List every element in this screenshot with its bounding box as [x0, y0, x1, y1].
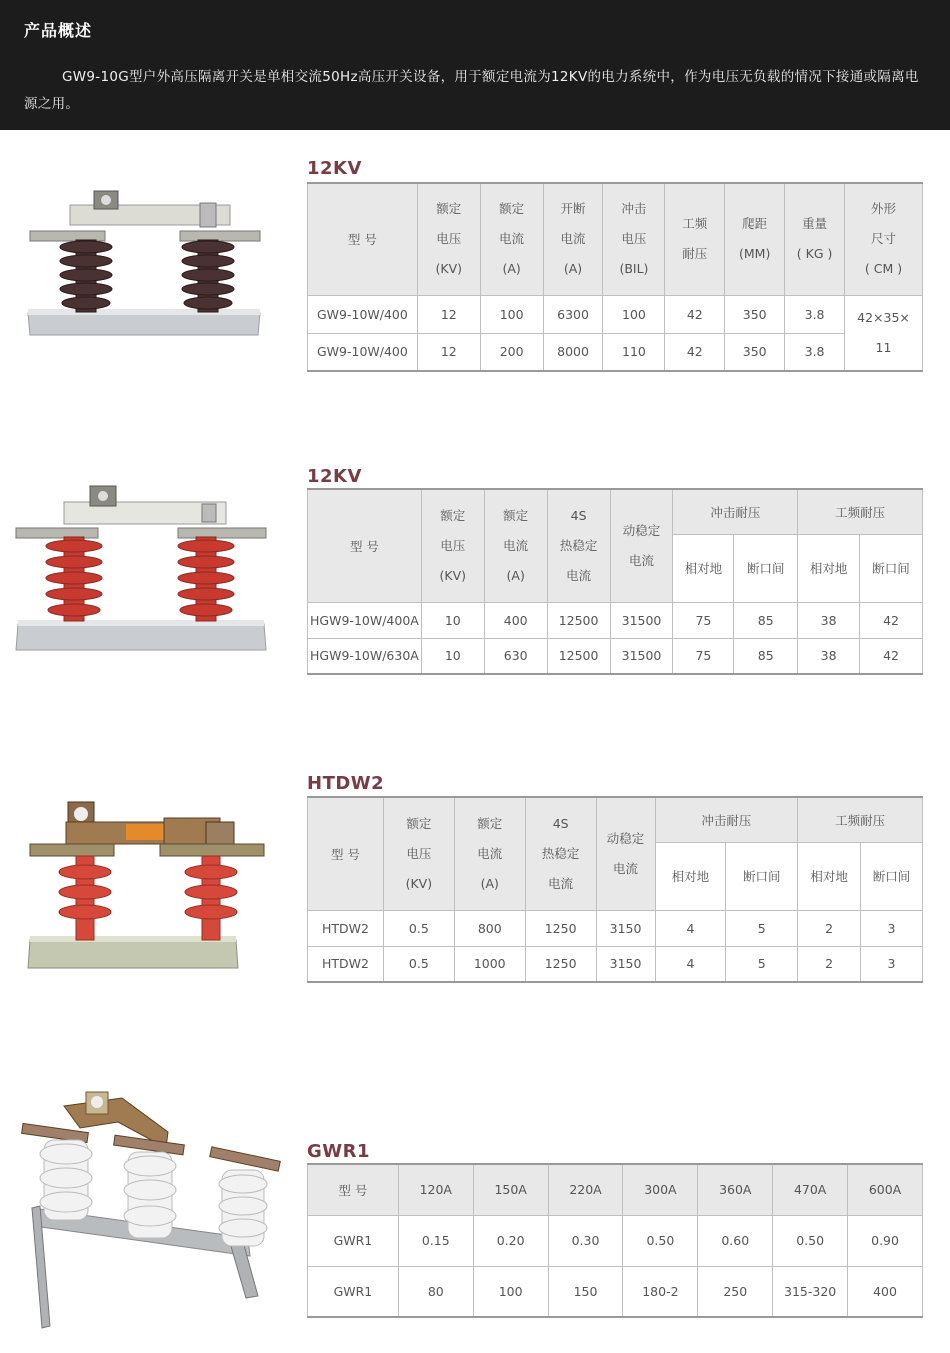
- gwr1-switch-white-image: [18, 1088, 294, 1333]
- cell-model: HGW9-10W/400A: [308, 602, 422, 638]
- header-rated-current: 额定 电流 (A): [480, 183, 543, 295]
- cell-thermal: 12500: [547, 638, 610, 674]
- cell-creepage: 350: [725, 333, 785, 371]
- cell-value: 0.50: [623, 1215, 698, 1266]
- header-impulse-group: 冲击耐压: [673, 489, 798, 534]
- header-impulse-group: 冲击耐压: [655, 797, 798, 842]
- header-360a: 360A: [698, 1164, 773, 1215]
- cell-current: 630: [484, 638, 547, 674]
- cell-impulse: 110: [603, 333, 665, 371]
- cell-value: 315-320: [773, 1266, 848, 1317]
- header-impulse-across-gap: 断口间: [726, 842, 798, 910]
- cell-dynamic: 3150: [596, 946, 655, 982]
- cell-dynamic: 31500: [610, 638, 673, 674]
- cell-current: 1000: [454, 946, 525, 982]
- header-weight: 重量 ( KG ): [785, 183, 845, 295]
- header-rated-current: 额定 电流 (A): [454, 797, 525, 910]
- table-row: [308, 638, 923, 674]
- table-row: [308, 1215, 923, 1266]
- cell-weight: 3.8: [785, 333, 845, 371]
- header-model: 型 号: [308, 797, 384, 910]
- header-model: 型 号: [308, 183, 418, 295]
- cell-power-freq: 42: [665, 295, 725, 333]
- cell-value: 0.30: [548, 1215, 623, 1266]
- header-powerfreq-to-ground: 相对地: [798, 842, 861, 910]
- header-powerfreq-to-ground: 相对地: [798, 534, 860, 602]
- table-row: [308, 946, 923, 982]
- header-dimension: 外形 尺寸 ( CM ): [845, 183, 923, 295]
- header-power-frequency: 工频 耐压: [665, 183, 725, 295]
- section4-title: GWR1: [307, 1141, 371, 1162]
- cell-current: 800: [454, 910, 525, 946]
- cell-model: GW9-10W/400: [308, 295, 418, 333]
- table-row: [308, 333, 923, 371]
- section2-spec-table: [307, 488, 923, 675]
- header-powerfreq-across-gap: 断口间: [860, 534, 923, 602]
- cell-thermal: 1250: [525, 946, 596, 982]
- cell-dimension: 42×35× 11: [845, 295, 923, 371]
- htdw2-switch-image: [26, 800, 272, 972]
- cell-dynamic: 3150: [596, 910, 655, 946]
- header-dynamic-current: 动稳定 电流: [596, 797, 655, 910]
- section3-title: HTDW2: [307, 773, 385, 794]
- header-rated-current: 额定 电流 (A): [484, 489, 547, 602]
- overview-title: 产品概述: [24, 21, 93, 40]
- header-470a: 470A: [773, 1164, 848, 1215]
- cell-value: 0.60: [698, 1215, 773, 1266]
- table-row: [308, 910, 923, 946]
- cell-impulse-gap: 5: [726, 910, 798, 946]
- table-row: [308, 1266, 923, 1317]
- cell-value: 0.15: [398, 1215, 473, 1266]
- header-rated-voltage: 额定 电压 (KV): [417, 183, 480, 295]
- cell-powerfreq-gap: 3: [861, 910, 923, 946]
- header-rated-voltage: 额定 电压 (KV): [421, 489, 484, 602]
- header-300a: 300A: [623, 1164, 698, 1215]
- cell-impulse-ground: 75: [673, 638, 734, 674]
- header-120a: 120A: [398, 1164, 473, 1215]
- cell-powerfreq-gap: 42: [860, 638, 923, 674]
- gw9-switch-brown-image: [20, 185, 270, 340]
- cell-value: 150: [548, 1266, 623, 1317]
- header-600a: 600A: [848, 1164, 923, 1215]
- hgw9-switch-red-image: [12, 482, 274, 654]
- cell-powerfreq-ground: 2: [798, 946, 861, 982]
- cell-impulse-gap: 85: [734, 638, 798, 674]
- header-impulse-to-ground: 相对地: [673, 534, 734, 602]
- cell-breaking: 8000: [543, 333, 603, 371]
- header-powerfreq-across-gap: 断口间: [861, 842, 923, 910]
- header-dynamic-current: 动稳定 电流: [610, 489, 673, 602]
- cell-value: 100: [473, 1266, 548, 1317]
- cell-creepage: 350: [725, 295, 785, 333]
- cell-current: 400: [484, 602, 547, 638]
- section1-title: 12KV: [307, 158, 362, 179]
- header-breaking-current: 开断 电流 (A): [543, 183, 603, 295]
- cell-breaking: 6300: [543, 295, 603, 333]
- section4-spec-table: [307, 1163, 923, 1318]
- header-impulse-across-gap: 断口间: [734, 534, 798, 602]
- header-thermal-current: 4S 热稳定 电流: [547, 489, 610, 602]
- cell-model: HTDW2: [308, 946, 384, 982]
- cell-impulse-gap: 5: [726, 946, 798, 982]
- cell-thermal: 1250: [525, 910, 596, 946]
- cell-model: GWR1: [308, 1266, 399, 1317]
- cell-model: HGW9-10W/630A: [308, 638, 422, 674]
- cell-voltage: 12: [417, 333, 480, 371]
- cell-value: 0.90: [848, 1215, 923, 1266]
- cell-powerfreq-ground: 38: [798, 638, 860, 674]
- header-thermal-current: 4S 热稳定 电流: [525, 797, 596, 910]
- overview-description: GW9-10G型户外高压隔离开关是单相交流50Hz高压开关设备，用于额定电流为12KV的电力系统中，作为电压无负载的情况下接通或隔离电源之用。: [24, 69, 919, 112]
- cell-dynamic: 31500: [610, 602, 673, 638]
- cell-weight: 3.8: [785, 295, 845, 333]
- header-220a: 220A: [548, 1164, 623, 1215]
- header-rated-voltage: 额定 电压 (KV): [383, 797, 454, 910]
- cell-impulse: 100: [603, 295, 665, 333]
- header-model: 型 号: [308, 1164, 399, 1215]
- cell-impulse-ground: 4: [655, 946, 726, 982]
- table-row: [308, 295, 923, 333]
- cell-thermal: 12500: [547, 602, 610, 638]
- table-row: [308, 602, 923, 638]
- header-powerfreq-group: 工频耐压: [798, 489, 923, 534]
- cell-model: HTDW2: [308, 910, 384, 946]
- cell-current: 200: [480, 333, 543, 371]
- cell-value: 0.20: [473, 1215, 548, 1266]
- section1-spec-table: [307, 182, 923, 372]
- cell-voltage: 10: [421, 638, 484, 674]
- cell-voltage: 0.5: [383, 946, 454, 982]
- header-impulse-voltage: 冲击 电压 (BIL): [603, 183, 665, 295]
- cell-voltage: 0.5: [383, 910, 454, 946]
- cell-impulse-gap: 85: [734, 602, 798, 638]
- header-creepage: 爬距 (MM): [725, 183, 785, 295]
- cell-value: 400: [848, 1266, 923, 1317]
- cell-impulse-ground: 75: [673, 602, 734, 638]
- header-powerfreq-group: 工频耐压: [798, 797, 923, 842]
- cell-model: GWR1: [308, 1215, 399, 1266]
- section3-spec-table: [307, 796, 923, 983]
- cell-value: 250: [698, 1266, 773, 1317]
- cell-voltage: 10: [421, 602, 484, 638]
- cell-value: 180-2: [623, 1266, 698, 1317]
- cell-voltage: 12: [417, 295, 480, 333]
- overview-header: [0, 0, 950, 130]
- cell-model: GW9-10W/400: [308, 333, 418, 371]
- header-impulse-to-ground: 相对地: [655, 842, 726, 910]
- cell-powerfreq-gap: 3: [861, 946, 923, 982]
- cell-current: 100: [480, 295, 543, 333]
- cell-impulse-ground: 4: [655, 910, 726, 946]
- cell-value: 80: [398, 1266, 473, 1317]
- cell-power-freq: 42: [665, 333, 725, 371]
- header-model: 型 号: [308, 489, 422, 602]
- cell-powerfreq-ground: 2: [798, 910, 861, 946]
- cell-powerfreq-gap: 42: [860, 602, 923, 638]
- cell-powerfreq-ground: 38: [798, 602, 860, 638]
- section2-title: 12KV: [307, 466, 362, 487]
- header-150a: 150A: [473, 1164, 548, 1215]
- cell-value: 0.50: [773, 1215, 848, 1266]
